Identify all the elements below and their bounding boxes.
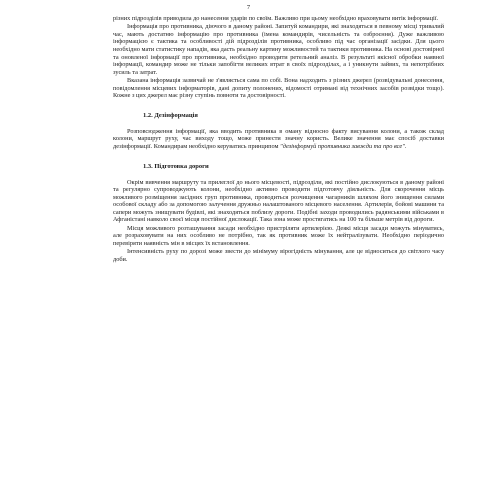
disinformation-principle-quote: "дезінформуй противника завжди та про все"	[280, 142, 405, 150]
section-heading-disinformation: 1.2. Дезінформація	[143, 111, 198, 119]
paragraph-ambush-sites: Місця можливого розташування засади необхідно пристріляти артилерією. Деякі місця засади можуть мінуватись, але розраховувати на них особливо не потрібно, так як противник може їх нейтралізувати. Необхідно періодично перевіряти наявність мін в місцях їх встановлення.	[113, 224, 444, 247]
page-number: 7	[246, 4, 251, 11]
paragraph-disinformation	[113, 128, 444, 151]
disinformation-text: Розповсюдження інформації, яка вводить противника в оману відносно факту висування колони, а також склад колони, маршрут руху, час виходу тощо, може принести значну користь. Велике значення має спосіб доставки дезінформації. Командирам необхідно керуватись принципом	[113, 127, 444, 150]
paragraph-continuation: різних підрозділів приводила до нанесення ударів по своїм. Важливо при цьому необхідно враховувати витік інформації.	[113, 15, 439, 22]
paragraph-traffic-intensity: Інтенсивність руху по дорозі може звести до мінімуму вірогідність мінування, але це відноситься до світлого часу доби.	[113, 248, 444, 263]
paragraph-info-sources: Вказана інформація зазвичай не з'являється сама по собі. Вона надходить з різних джерел (розвідувальні донесення, повідомлення місцевих інформаторів, дані допиту полонених, відомості отримані від технічних засобів розвідки тощо). Кожне з цих джерел має різну ступінь повноти та достовірності.	[113, 76, 444, 100]
disinformation-text-end: .	[404, 142, 407, 150]
paragraph-route-study: Окрім вивчення маршруту та прилеглої до нього місцевості, підрозділи, які постійно дислокуються в даному районі та регулярно супроводжують колони, необхідно активно проводити підготовчу діяльність. Для скорочення місць можливого розміщення засідних груп противника, проводиться розчищення чагарників шляхом його знищення силами особової складу або за допомогою залучення дружньо налаштованого місцевого населення. Артилерія, бойові машини та сапери можуть знищувати будівлі, які знаходяться поблизу дороги. Подібні заходи проводились радянськими військами в Афганістані навколо своєї місця постійної дислокації. Така зона може простягатись на 100 та більше метрів від дороги.	[113, 178, 444, 224]
section-heading-road-preparation: 1.3. Підготовка дороги	[143, 162, 209, 170]
paragraph-enemy-info: Інформація про противника, діючого в даному районі. Запитуй командири, які знаходяться в певному місці тривалий час, мають достатню інформацію про противника (імена командирів, чисельність та озброєння). Дуже важливою інформацією є тактика та особливості дій підрозділів противника, особливо під час організації засідки. Для цього необхідно мати статистику нападів, яка дасть реальну картину можливостей та тактики противника. На основі достовірної та оновленої інформації про противника, необхідно проводити ретельний аналіз. В результаті якісної обробки наявної інформації, командир може не тільки запобігти великих втрат в своїх підрозділах, а і уникнути зайвих, та непотрібних зусиль та затрат.	[113, 23, 444, 76]
